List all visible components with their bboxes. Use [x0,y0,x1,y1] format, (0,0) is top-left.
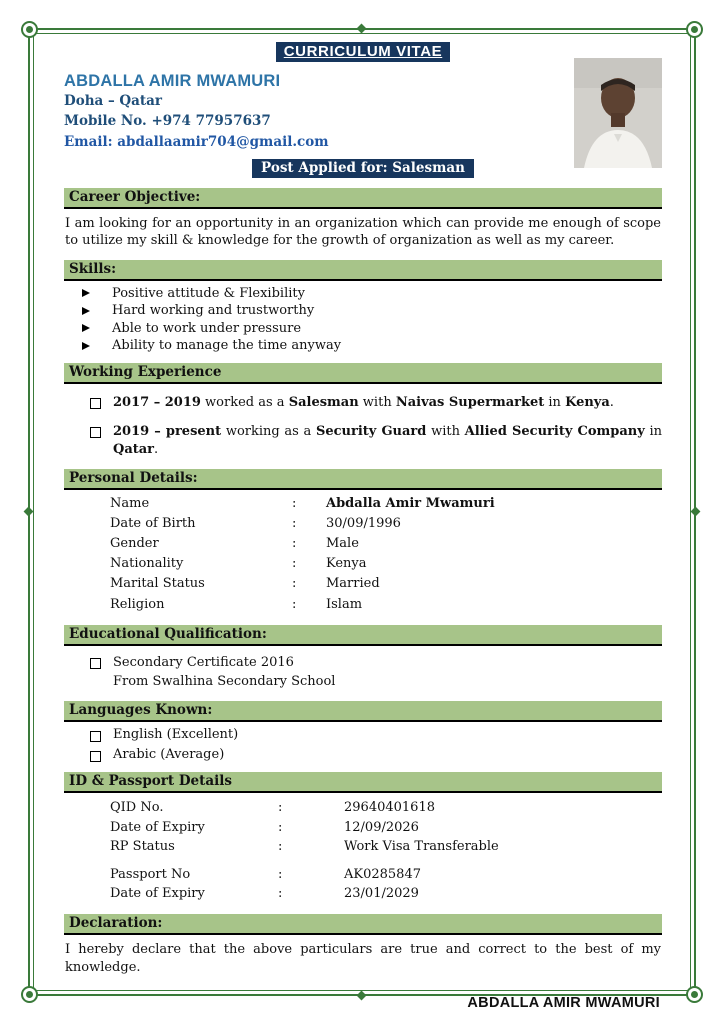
detail-row [110,554,662,574]
detail-separator: : [292,596,297,612]
corner-ornament-icon [21,986,38,1003]
checkbox-bullet-icon [90,658,101,669]
detail-value: Male [326,536,359,552]
education-line: Secondary Certificate 2016 [113,654,294,670]
detail-label: QID No. [110,800,164,816]
detail-row [110,884,662,904]
detail-label: Passport No [110,866,191,882]
language-item [90,747,662,762]
edge-ornament-icon [691,507,701,517]
text-segment: 2017 – 2019 [113,395,201,411]
detail-value: 12/09/2026 [344,819,419,835]
section-header-working-experience: Working Experience [64,363,662,384]
detail-label: Marital Status [110,576,205,592]
language-label: English (Excellent) [113,727,239,743]
detail-separator: : [278,800,283,816]
detail-value: Islam [326,596,363,612]
detail-label: RP Status [110,839,175,855]
skill-label: Hard working and trustworthy [112,303,315,319]
row-spacer [64,857,662,865]
text-segment: Kenya [565,395,610,411]
text-segment: Qatar [113,441,155,457]
checkbox-bullet-icon [90,751,101,762]
detail-value: Married [326,576,380,592]
skill-label: Ability to manage the time anyway [112,338,342,354]
text-segment: . [154,441,159,457]
section-header-personal-details: Personal Details: [64,469,662,490]
detail-value: 23/01/2029 [344,886,419,902]
detail-separator: : [278,819,283,835]
experience-text [113,423,662,459]
skill-item [76,321,662,336]
detail-separator: : [292,495,297,511]
skill-item [76,338,662,353]
text-segment: with [426,423,465,439]
document-title: CURRICULUM VITAE [276,42,450,62]
language-item [90,727,662,742]
detail-value: 30/09/1996 [326,516,401,532]
detail-separator: : [292,536,297,552]
detail-label: Date of Birth [110,516,196,532]
personal-details-table [64,494,662,615]
text-segment: Salesman [288,395,359,411]
detail-row [110,837,662,857]
detail-value: Work Visa Transferable [344,839,499,855]
detail-separator: : [292,556,297,572]
skill-item [76,303,662,318]
text-segment: Allied Security Company [464,423,645,439]
arrow-bullet-icon [82,324,90,332]
detail-separator: : [292,576,297,592]
signature-name: ABDALLA AMIR MWAMURI [467,995,660,1012]
detail-row [110,595,662,615]
section-header-languages: Languages Known: [64,701,662,722]
section-header-id-passport: ID & Passport Details [64,772,662,793]
document-content [64,42,662,1011]
checkbox-bullet-icon [90,731,101,742]
skill-label: Able to work under pressure [112,320,302,336]
detail-row [110,574,662,594]
detail-value: Abdalla Amir Mwamuri [326,495,495,511]
language-label: Arabic (Average) [113,747,225,763]
post-applied-badge: Post Applied for: Salesman [252,159,474,178]
education-text [113,654,335,692]
edge-ornament-icon [24,507,34,517]
text-segment: . [609,395,614,411]
checkbox-bullet-icon [90,398,101,409]
candidate-name: ABDALLA AMIR MWAMURI [64,72,281,90]
section-header-skills: Skills: [64,260,662,281]
detail-label: Nationality [110,556,184,572]
detail-label: Date of Expiry [110,819,205,835]
profile-photo [574,58,662,168]
detail-row [110,798,662,818]
checkbox-bullet-icon [90,427,101,438]
post-applied-row [64,159,662,178]
skills-list [64,286,662,354]
section-header-declaration: Declaration: [64,914,662,935]
candidate-mobile: Mobile No. +974 77957637 [64,113,271,130]
corner-ornament-icon [21,21,38,38]
id-details-table [64,798,662,904]
title-row [64,42,662,62]
experience-item [90,394,662,412]
text-segment: Security Guard [315,423,427,439]
section-header-education: Educational Qualification: [64,625,662,646]
education-line: From Swalhina Secondary School [113,673,336,689]
detail-value: 29640401618 [344,800,435,816]
text-segment: in [644,423,662,439]
arrow-bullet-icon [82,307,90,315]
detail-label: Religion [110,596,165,612]
arrow-bullet-icon [82,289,90,297]
detail-row [110,818,662,838]
arrow-bullet-icon [82,342,90,350]
detail-separator: : [278,886,283,902]
detail-separator: : [292,516,297,532]
skill-label: Positive attitude & Flexibility [112,285,305,301]
career-objective-text: I am looking for an opportunity in an organization which can provide me enough of scope to utilize my skill & knowledge for the growth of organization as well as my career. [65,215,661,249]
detail-value: Kenya [326,556,367,572]
declaration-text: I hereby declare that the above particulars are true and correct to the best of my knowledge. [65,941,661,976]
text-segment: with [358,395,396,411]
text-segment: working as a [221,423,316,439]
detail-row [110,534,662,554]
text-segment: 2019 – present [113,423,222,439]
text-segment: worked as a [200,395,289,411]
detail-separator: : [278,866,283,882]
edge-ornament-icon [357,24,367,34]
corner-ornament-icon [686,21,703,38]
detail-row [110,514,662,534]
skill-item [76,286,662,301]
detail-row [110,494,662,514]
detail-label: Date of Expiry [110,886,205,902]
text-segment: in [544,395,566,411]
detail-label: Gender [110,536,159,552]
candidate-location: Doha – Qatar [64,93,163,109]
corner-ornament-icon [686,986,703,1003]
text-segment: Naivas Supermarket [395,395,545,411]
person-silhouette [574,58,662,168]
experience-text [113,394,662,412]
detail-separator: : [278,839,283,855]
section-header-career-objective: Career Objective: [64,188,662,209]
candidate-email: Email: abdallaamir704@gmail.com [64,133,329,150]
detail-value: AK0285847 [344,866,421,882]
detail-label: Name [110,495,150,511]
experience-item [90,423,662,459]
education-item [90,654,662,692]
detail-row [110,865,662,885]
